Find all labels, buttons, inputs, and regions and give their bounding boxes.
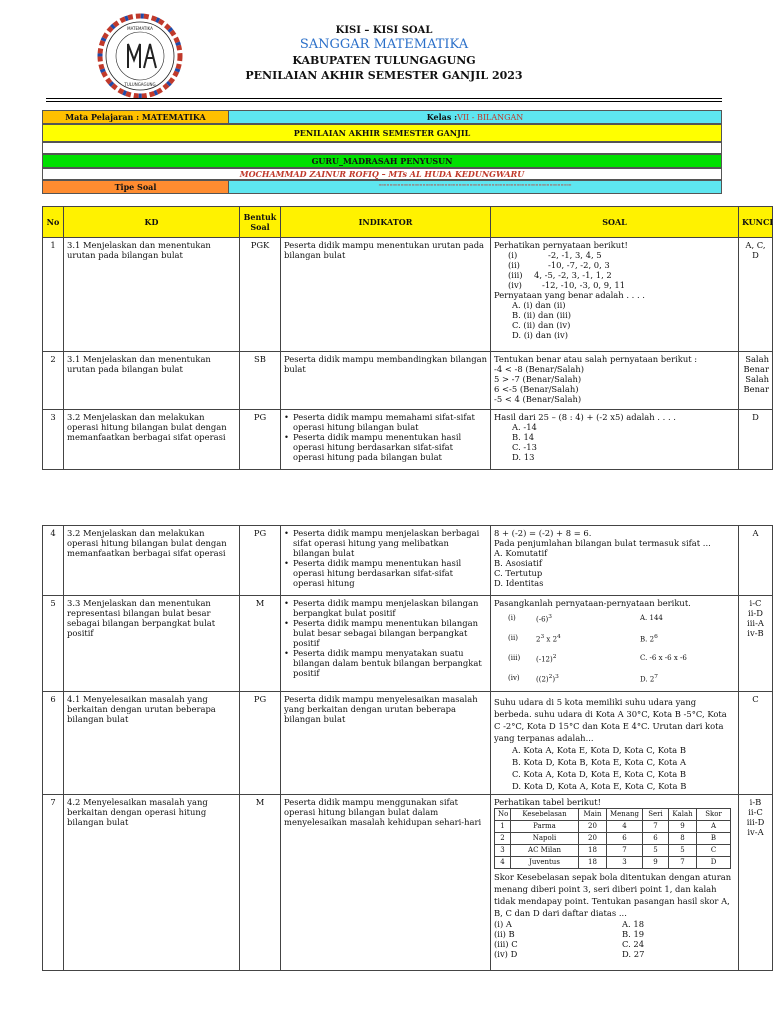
match-pair	[494, 648, 735, 668]
pair-left	[536, 632, 640, 644]
pair-left: (i) A	[494, 919, 512, 929]
indicator-bullet: • Peserta didik mampu menyatakan suatu bilangan dalam bentuk bilangan berpangkat positif	[284, 648, 487, 678]
pair-left-exp: 3	[540, 633, 545, 640]
pair-right: C. -6 x -6 x -6	[640, 654, 687, 662]
option: B. 14	[512, 432, 535, 442]
row-kd: 4.2 Menyelesaikan masalah yang berkaitan dengan operasi hitung bilangan bulat	[64, 795, 240, 971]
score-th: No	[495, 809, 511, 821]
pair-key: (iii)	[508, 654, 521, 662]
table-row	[43, 352, 773, 410]
row-bentuk: PG	[240, 526, 281, 596]
row-indikator	[281, 596, 491, 692]
grid-table-2	[42, 525, 773, 971]
score-cell: 1	[495, 821, 511, 833]
pair-right-base: B. 2	[640, 635, 655, 644]
score-cell: B	[697, 833, 731, 845]
pair-left-base: (-6)	[536, 615, 549, 624]
row-no: 5	[43, 596, 64, 692]
pair-left	[536, 652, 640, 664]
statement-value: -12, -10, -3, 0, 9, 11	[542, 280, 626, 290]
row-indikator: Peserta didik mampu membandingkan bilangan bulat	[281, 352, 491, 410]
col-indikator: INDIKATOR	[281, 207, 491, 238]
row-kunci: A, C, D	[739, 238, 773, 352]
row-indikator: Peserta didik mampu menentukan urutan pada bilangan bulat	[281, 238, 491, 352]
score-cell: 4	[495, 857, 511, 869]
pair-right: B. 19	[622, 929, 645, 939]
pair-right: A. 144	[640, 614, 663, 622]
option: B. (ii) dan (iii)	[512, 310, 572, 320]
table-row	[43, 410, 773, 470]
score-cell: 9	[643, 857, 669, 869]
option: C. (ii) dan (iv)	[512, 320, 571, 330]
row-soal	[491, 410, 739, 470]
doc-exam: PENILAIAN AKHIR SEMESTER GANJIL 2023	[245, 69, 523, 82]
pair-left-base2: )	[552, 675, 556, 684]
indicator-bullet: • Peserta didik mampu memahami sifat-sifat operasi hitung bilangan bulat	[284, 412, 487, 432]
indicator-bullet: • Peserta didik mampu menentukan hasil operasi hitung berdasarkan sifat-sifat operasi hitung pada bilangan bulat	[284, 432, 487, 462]
pair-right-base: D. 2	[640, 675, 655, 684]
option: D. Identitas	[494, 578, 544, 588]
match-pair	[494, 949, 735, 959]
row-bentuk: SB	[240, 352, 281, 410]
doc-region: KABUPATEN TULUNGAGUNG	[292, 54, 476, 67]
score-cell: Parma	[511, 821, 579, 833]
pair-right	[640, 632, 658, 644]
pair-left	[536, 672, 640, 684]
match-pair	[494, 628, 735, 648]
kunci-line: Benar	[743, 384, 769, 394]
pair-left-base: ((2)	[536, 675, 549, 684]
kunci-line: ii-D	[748, 608, 763, 618]
question-type-value: """"""""""""""""""""""""""""""""""""""""""""""""""""""""""""""""""""""	[229, 181, 721, 193]
kunci-line: iv-B	[747, 628, 764, 638]
option: A. Komutatif	[494, 548, 548, 558]
score-th: Menang	[607, 809, 643, 821]
kunci-line: ii-C	[748, 807, 763, 817]
score-table	[494, 808, 731, 869]
row-kd: 3.3 Menjelaskan dan menentukan representasi bilangan bulat besar sebagai bilangan berpangkat bulat positif	[64, 596, 240, 692]
blank-row	[42, 142, 722, 154]
indicator-bullet: • Peserta didik mampu menentukan bilangan bulat besar sebagai bilangan berpangkat positif	[284, 618, 487, 648]
pair-left-exp: 2	[552, 653, 557, 660]
pair-right: C. 24	[622, 939, 645, 949]
author-row: MOCHAMMAD ZAINUR ROFIQ – MTs AL HUDA KEDUNGWARU	[42, 168, 722, 180]
option: A. -14	[512, 422, 537, 432]
option: C. Kota A, Kota D, Kota E, Kota C, Kota B	[512, 769, 687, 779]
soal-question: Pada penjumlahan bilangan bulat termasuk sifat ...	[494, 538, 711, 548]
score-cell: 8	[669, 833, 697, 845]
col-soal: SOAL	[491, 207, 739, 238]
row-kd: 3.2 Menjelaskan dan melakukan operasi hitung bilangan bulat dengan memanfaatkan berbagai sifat operasi	[64, 526, 240, 596]
soal-question: Pernyataan yang benar adalah . . . .	[494, 290, 645, 300]
score-cell: C	[697, 845, 731, 857]
soal-line: -4 < -8 (Benar/Salah)	[494, 364, 584, 374]
pair-left-exp2: 3	[555, 673, 559, 680]
soal-intro: Suhu udara di 5 kota memiliki suhu udara yang berbeda. suhu udara di Kota A 30°C, Kota B -5°C, Kota C -2°C, Kota D 15°C dan Kota E 4°C. Urutan dari kota yang terpanas adalah...	[494, 697, 727, 743]
class-value: VII - BILANGAN	[457, 112, 524, 122]
score-cell: 20	[579, 833, 607, 845]
score-cell: 3	[607, 857, 643, 869]
score-cell: AC Milan	[511, 845, 579, 857]
col-kd: KD	[64, 207, 240, 238]
statement	[494, 250, 735, 260]
pair-right: A. 18	[622, 919, 645, 929]
score-table-row	[495, 845, 731, 857]
pair-right: D. 27	[622, 949, 645, 959]
soal-question: Skor Kesebelasan sepak bola ditentukan dengan aturan menang diberi point 3, seri diberi point 1, dan kalah tidak mendapay point. Tentukan pasangan hasil skor A, B, C dan D dari daftar diatas ...	[494, 872, 732, 918]
row-kd: 4.1 Menyelesaikan masalah yang berkaitan dengan urutan beberapa bilangan bulat	[64, 692, 240, 795]
row-bentuk: PG	[240, 410, 281, 470]
match-pair	[494, 939, 735, 949]
score-table-row	[495, 821, 731, 833]
exam-name-row: PENILAIAN AKHIR SEMESTER GANJIL	[42, 124, 722, 142]
option: B. Kota D, Kota B, Kota E, Kota C, Kota A	[512, 757, 687, 767]
row-no: 3	[43, 410, 64, 470]
row-kd: 3.2 Menjelaskan dan melakukan operasi hitung bilangan bulat dengan memanfaatkan berbagai sifat operasi	[64, 410, 240, 470]
svg-text:MATEMATIKA: MATEMATIKA	[127, 26, 153, 31]
match-pair	[494, 929, 735, 939]
option: A. (i) dan (ii)	[512, 300, 566, 310]
match-pair	[494, 608, 735, 628]
score-cell: 6	[607, 833, 643, 845]
statement-value: -2, -1, 3, 4, 5	[548, 250, 602, 260]
score-cell: 4	[607, 821, 643, 833]
statement-key: (ii)	[508, 260, 520, 270]
class-label: Kelas :	[426, 112, 458, 122]
question-type-label: Tipe Soal	[43, 181, 229, 193]
table-row	[43, 692, 773, 795]
score-cell: A	[697, 821, 731, 833]
option: C. -13	[512, 442, 537, 452]
statement-value: -10, -7, -2, 0, 3	[548, 260, 610, 270]
row-kunci	[739, 795, 773, 971]
option: A. Kota A, Kota E, Kota D, Kota C, Kota B	[512, 745, 686, 755]
row-indikator: Peserta didik mampu menggunakan sifat operasi hitung bilangan bulat dalam menyelesaikan masalah kehidupan sehari-hari	[281, 795, 491, 971]
match-pair	[494, 668, 735, 688]
score-th: Seri	[643, 809, 669, 821]
pair-key: (i)	[508, 614, 516, 622]
option: D. (i) dan (iv)	[512, 330, 568, 340]
score-th: Skor	[697, 809, 731, 821]
row-soal	[491, 352, 739, 410]
pair-left-exp2: 4	[557, 633, 561, 640]
statement-key: (iv)	[508, 280, 522, 290]
col-no: No	[43, 207, 64, 238]
statement	[494, 270, 735, 280]
score-cell: 5	[643, 845, 669, 857]
col-kunci: KUNCI	[739, 207, 773, 238]
row-no: 1	[43, 238, 64, 352]
score-cell: 20	[579, 821, 607, 833]
table-row	[43, 596, 773, 692]
match-pair	[494, 919, 735, 929]
header-divider-2	[46, 101, 722, 102]
score-cell: 7	[643, 821, 669, 833]
statement-key: (iii)	[508, 270, 523, 280]
score-cell: Juventus	[511, 857, 579, 869]
pair-right-exp: 6	[654, 633, 658, 640]
row-soal	[491, 596, 739, 692]
statement	[494, 280, 735, 290]
row-kd: 3.1 Menjelaskan dan menentukan urutan pada bilangan bulat	[64, 352, 240, 410]
kunci-line: i-C	[749, 598, 762, 608]
row-soal	[491, 238, 739, 352]
row-bentuk: M	[240, 596, 281, 692]
row-kd: 3.1 Menjelaskan dan menentukan urutan pada bilangan bulat	[64, 238, 240, 352]
soal-intro: Pasangkanlah pernyataan-pernyataan berikut.	[494, 598, 691, 608]
soal-intro: Tentukan benar atau salah pernyataan berikut :	[494, 354, 698, 364]
indicator-bullet: • Peserta didik mampu menjelaskan berbagai sifat operasi hitung yang melibatkan bilangan bulat	[284, 528, 487, 558]
soal-intro: Hasil dari 25 – (8 : 4) + (-2 x5) adalah . . . .	[494, 412, 676, 422]
option: C. Tertutup	[494, 568, 543, 578]
table-header-row	[43, 207, 773, 238]
row-bentuk: M	[240, 795, 281, 971]
indicator-bullet: • Peserta didik mampu menjelaskan bilangan berpangkat bulat positif	[284, 598, 487, 618]
indicator-bullet: • Peserta didik mampu menentukan hasil operasi hitung berdasarkan sifat-sifat operasi hitung	[284, 558, 487, 588]
soal-line: 6 <-5 (Benar/Salah)	[494, 384, 579, 394]
option: D. Kota D, Kota A, Kota E, Kota C, Kota B	[512, 781, 687, 791]
kunci-line: iv-A	[747, 827, 764, 837]
table-row	[43, 526, 773, 596]
table-row	[43, 795, 773, 971]
score-cell: 9	[669, 821, 697, 833]
score-cell: 18	[579, 857, 607, 869]
score-table-head	[495, 809, 731, 821]
kunci-line: Salah	[745, 354, 769, 364]
score-cell: Napoli	[511, 833, 579, 845]
kunci-line: iii-A	[747, 618, 764, 628]
row-kunci	[739, 596, 773, 692]
doc-title: KISI – KISI SOAL	[335, 25, 433, 36]
score-cell: 6	[643, 833, 669, 845]
score-cell: 3	[495, 845, 511, 857]
score-table-row	[495, 857, 731, 869]
score-table-row	[495, 833, 731, 845]
pair-left	[536, 612, 640, 624]
grid-table-1	[42, 206, 773, 470]
score-th: Main	[579, 809, 607, 821]
doc-subtitle: SANGGAR MATEMATIKA	[299, 37, 469, 52]
row-indikator	[281, 526, 491, 596]
score-cell: 7	[669, 857, 697, 869]
row-soal	[491, 795, 739, 971]
teacher-heading-row: GURU_MADRASAH PENYUSUN	[42, 154, 722, 168]
soal-intro: 8 + (-2) = (-2) + 8 = 6.	[494, 528, 592, 538]
pair-left: (iv) D	[494, 949, 518, 959]
score-cell: 7	[607, 845, 643, 857]
soal-line: -5 < 4 (Benar/Salah)	[494, 394, 582, 404]
score-cell: D	[697, 857, 731, 869]
pair-left: (ii) B	[494, 929, 515, 939]
score-cell: 18	[579, 845, 607, 857]
row-kunci	[739, 352, 773, 410]
row-soal	[491, 692, 739, 795]
row-no: 2	[43, 352, 64, 410]
option: B. Asosiatif	[494, 558, 542, 568]
pair-key: (iv)	[508, 674, 520, 682]
row-no: 7	[43, 795, 64, 971]
class-cell	[229, 111, 721, 123]
pair-left-base: 2	[536, 635, 541, 644]
score-cell: 5	[669, 845, 697, 857]
row-bentuk: PG	[240, 692, 281, 795]
row-indikator	[281, 410, 491, 470]
row-kunci: A	[739, 526, 773, 596]
info-subject-row	[42, 110, 722, 124]
kunci-line: Salah	[745, 374, 769, 384]
statement-value: 4, -5, -2, 3, -1, 1, 2	[534, 270, 612, 280]
score-th: Kesebelasan	[511, 809, 579, 821]
row-no: 6	[43, 692, 64, 795]
soal-intro: Perhatikan pernyataan berikut!	[494, 240, 628, 250]
subject-label: Mata Pelajaran : MATEMATIKA	[43, 111, 229, 123]
header-divider	[46, 98, 722, 99]
pair-left-exp: 3	[548, 613, 552, 620]
kunci-line: iii-D	[746, 817, 765, 827]
statement-key: (i)	[508, 250, 518, 260]
row-bentuk: PGK	[240, 238, 281, 352]
svg-text:TULUNGAGUNG: TULUNGAGUNG	[124, 82, 156, 87]
row-indikator: Peserta didik mampu menyelesaikan masalah yang berkaitan dengan urutan beberapa bilangan bulat	[281, 692, 491, 795]
pair-key: (ii)	[508, 634, 518, 642]
pair-left-base2: x 2	[544, 635, 558, 644]
row-kunci: C	[739, 692, 773, 795]
score-th: Kalah	[669, 809, 697, 821]
kunci-line: Benar	[743, 364, 769, 374]
option: D. 13	[512, 452, 535, 462]
pair-left: (iii) C	[494, 939, 518, 949]
question-type-row	[42, 180, 722, 194]
pair-left-exp: 2	[548, 673, 553, 680]
row-kunci: D	[739, 410, 773, 470]
row-soal	[491, 526, 739, 596]
statement	[494, 260, 735, 270]
table-row	[43, 238, 773, 352]
pair-left-base: (-12)	[536, 655, 553, 664]
kunci-line: i-B	[749, 797, 762, 807]
pair-right	[640, 672, 658, 684]
soal-intro: Perhatikan tabel berikut!	[494, 797, 601, 807]
col-bentuk: Bentuk Soal	[240, 207, 281, 238]
row-no: 4	[43, 526, 64, 596]
soal-line: 5 > -7 (Benar/Salah)	[494, 374, 582, 384]
score-cell: 2	[495, 833, 511, 845]
pair-right-exp: 7	[654, 673, 658, 680]
